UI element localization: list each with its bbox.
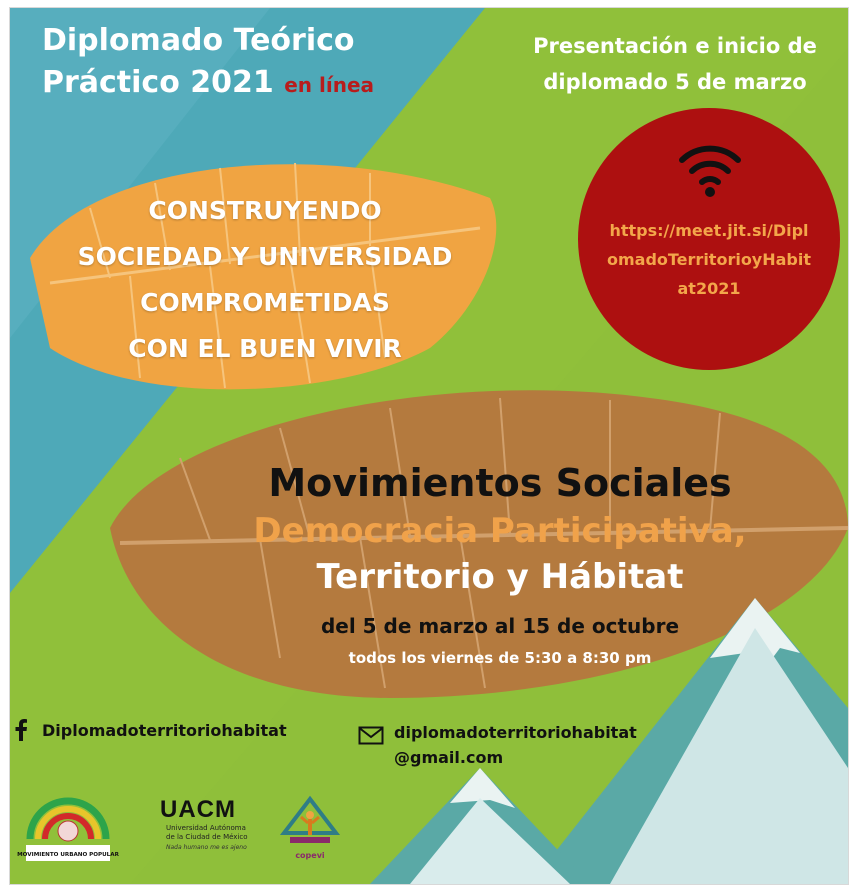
link-line-2: omadoTerritorioyHabit xyxy=(606,250,812,269)
slogan-line-3: COMPROMETIDAS xyxy=(140,288,390,317)
date-range: del 5 de marzo al 15 de octubre xyxy=(320,614,680,638)
diploma-title xyxy=(42,20,374,106)
copevi-emblem xyxy=(282,793,338,847)
slogan xyxy=(30,188,500,372)
mup-logo xyxy=(17,793,119,865)
title-line-1: Diplomado Teórico xyxy=(42,23,355,58)
mail-icon xyxy=(358,726,384,746)
facebook-handle: Diplomadoterritoriohabitat xyxy=(42,720,287,740)
presentation-text xyxy=(510,28,840,100)
link-line-3: at2021 xyxy=(677,279,741,298)
slogan-line-1: CONSTRUYENDO xyxy=(148,196,382,225)
presentation-line-2: diplomado 5 de marzo xyxy=(543,70,807,94)
email-line-1: diplomadoterritoriohabitat xyxy=(394,723,637,742)
slogan-line-2: SOCIEDAD Y UNIVERSIDAD xyxy=(77,242,453,271)
uacm-name: UACM xyxy=(160,796,236,823)
facebook-icon xyxy=(14,719,28,741)
uacm-sub-1: Universidad Autónoma xyxy=(166,824,246,832)
email-contact[interactable] xyxy=(358,720,637,770)
uacm-sub-2: de la Ciudad de México xyxy=(166,833,248,841)
email-line-2: @gmail.com xyxy=(394,748,504,767)
copevi-logo xyxy=(282,793,338,863)
schedule: todos los viernes de 5:30 a 8:30 pm xyxy=(348,649,652,667)
meeting-link[interactable] xyxy=(584,216,834,303)
uacm-logo xyxy=(160,796,260,856)
heading-movimientos: Movimientos Sociales xyxy=(268,461,732,505)
presentation-line-1: Presentación e inicio de xyxy=(533,34,817,58)
poster xyxy=(10,8,848,884)
facebook-contact[interactable] xyxy=(14,719,287,741)
slogan-line-4: CON EL BUEN VIVIR xyxy=(128,334,402,363)
link-line-1: https://meet.jit.si/Dipl xyxy=(609,221,809,240)
copevi-name: copevi xyxy=(295,851,325,860)
uacm-motto: Nada humano me es ajeno xyxy=(166,844,247,851)
online-tag: en línea xyxy=(284,73,375,97)
heading-territorio: Territorio y Hábitat xyxy=(316,557,684,597)
wifi-icon xyxy=(678,138,742,198)
mup-label: MOVIMIENTO URBANO POPULAR xyxy=(17,852,119,858)
title-line-2: Práctico 2021 xyxy=(42,65,274,100)
heading-democracia: Democracia Participativa, xyxy=(253,511,747,551)
